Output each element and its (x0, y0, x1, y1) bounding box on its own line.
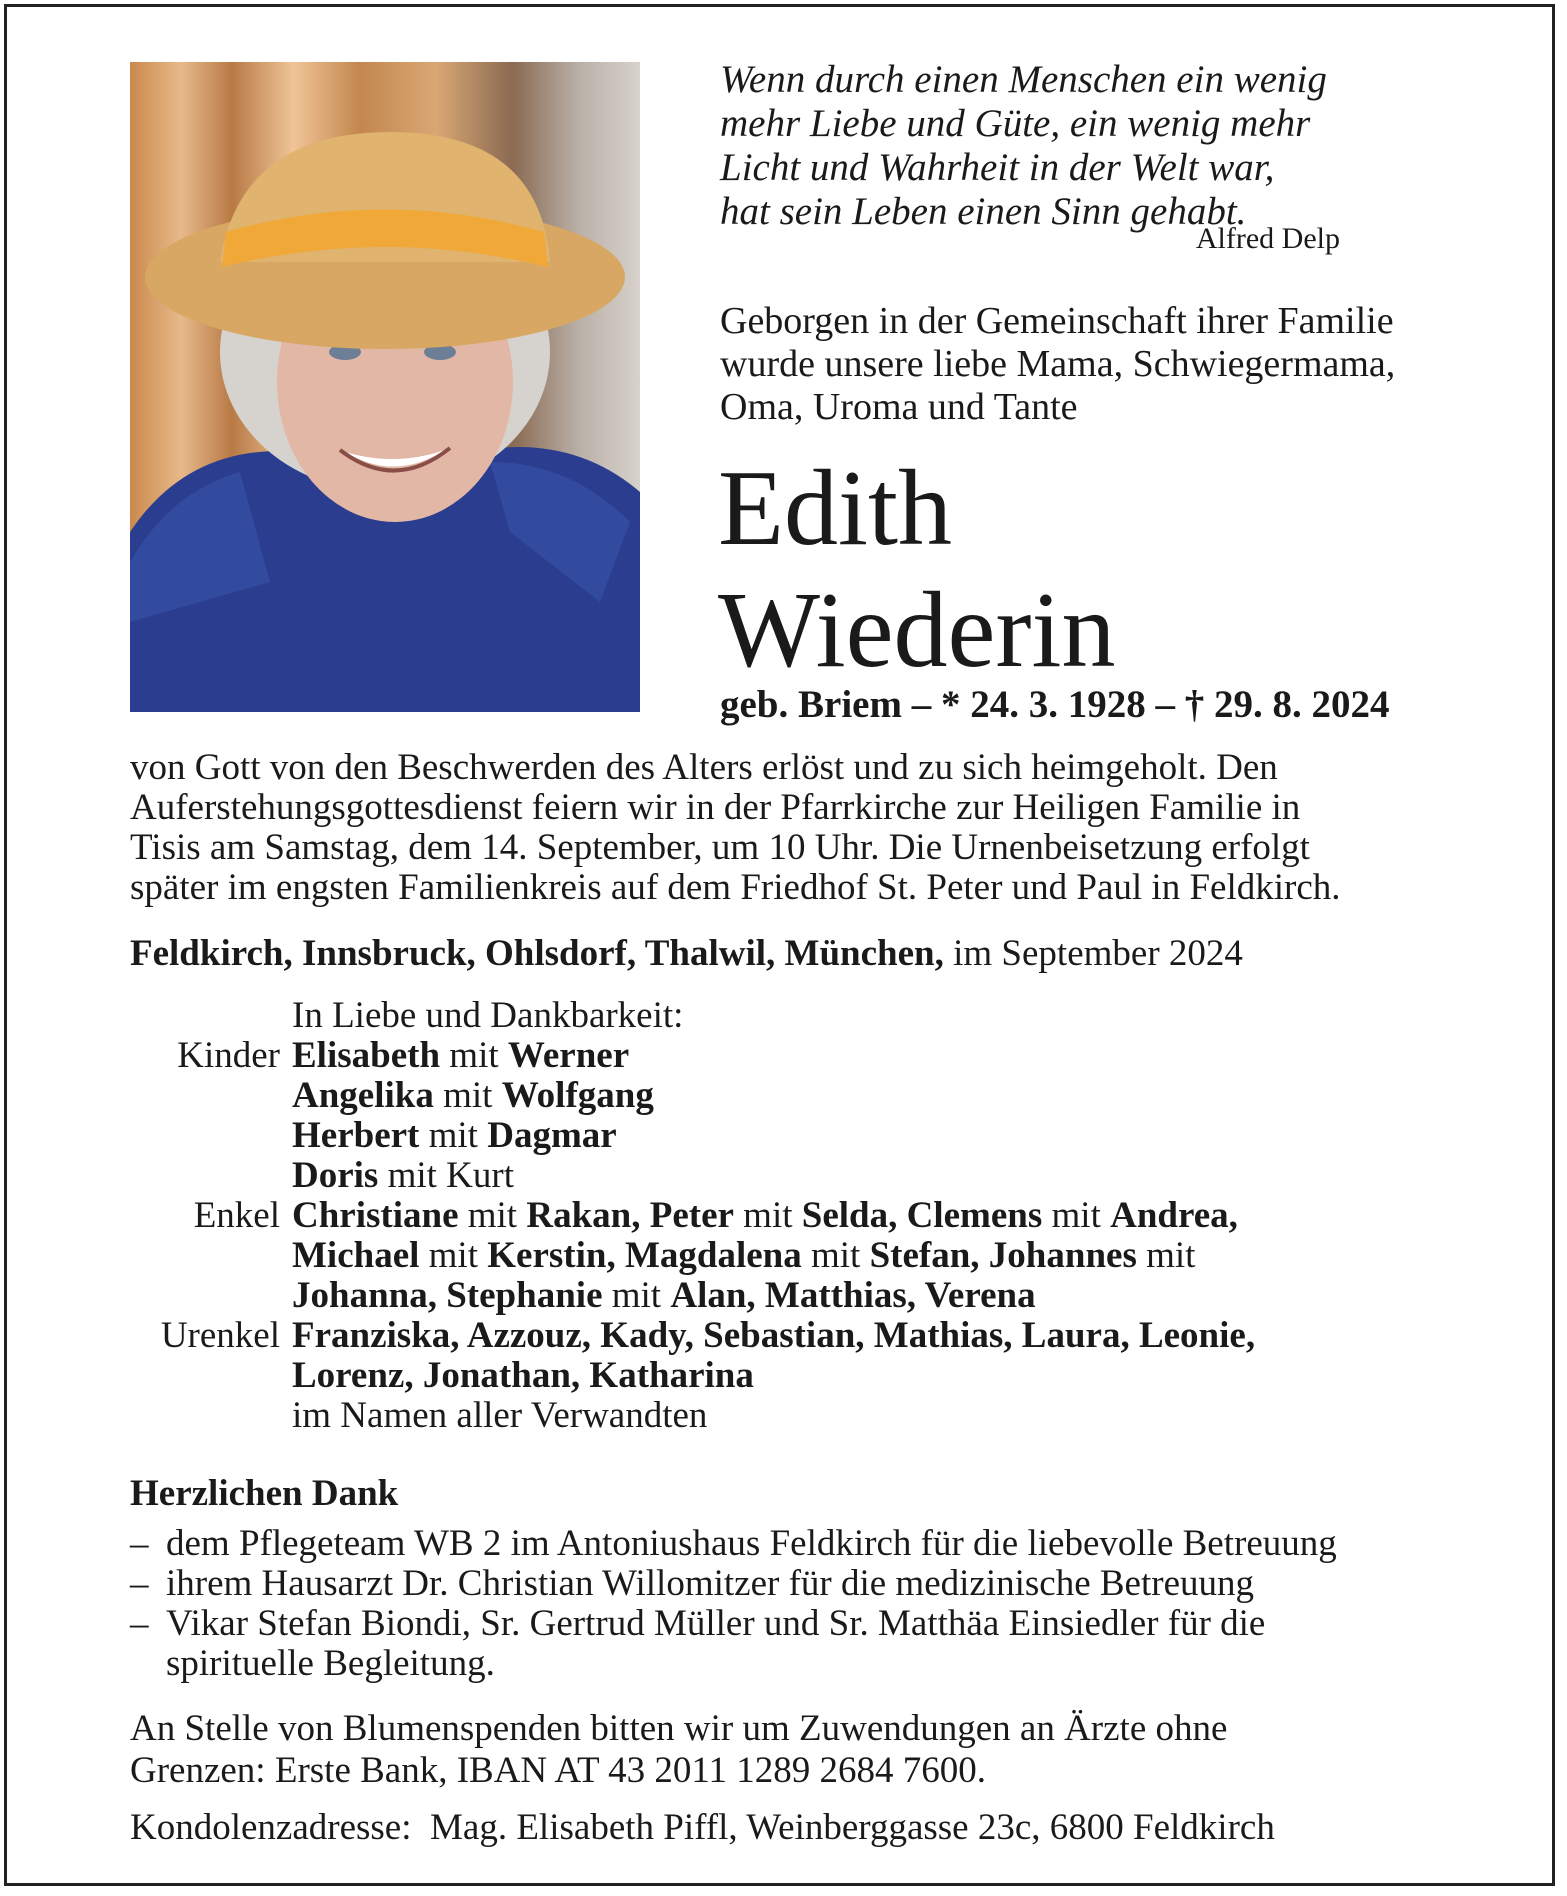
list-item: ihrem Hausarzt Dr. Christian Willomitzer für die medizinische Betreuung (166, 1563, 1254, 1604)
quote-line: hat sein Leben einen Sinn gehabt. (720, 190, 1247, 233)
places-date-line (130, 932, 1243, 975)
thanks-list (130, 1524, 1450, 1684)
dash-bullet: – (130, 1523, 149, 1564)
intro-line: wurde unsere liebe Mama, Schwiegermama, (720, 343, 1396, 385)
announcement-body (130, 748, 1440, 908)
list-item: Herbert mit Dagmar (292, 1115, 617, 1156)
body-line: Tisis am Samstag, dem 14. September, um 10 Uhr. Die Urnenbeisetzung erfolgt (130, 827, 1310, 868)
body-line: von Gott von den Beschwerden des Alters erlöst und zu sich heimgeholt. Den (130, 747, 1278, 788)
portrait-illustration (130, 62, 640, 712)
intro-text (720, 300, 1480, 429)
deceased-name (718, 448, 1115, 692)
list-item: Elisabeth mit Werner (292, 1035, 630, 1076)
list-item: Angelika mit Wolfgang (292, 1075, 654, 1116)
quote-line: Wenn durch einen Menschen ein wenig (720, 58, 1327, 101)
portrait-photo (130, 62, 640, 712)
condolence-address: Kondolenzadresse: Mag. Elisabeth Piffl, Weinberggasse 23c, 6800 Feldkirch (130, 1807, 1275, 1848)
dash-bullet: – (130, 1603, 149, 1644)
body-line: später im engsten Familienkreis auf dem Friedhof St. Peter und Paul in Feldkirch. (130, 867, 1341, 908)
list-item: Christiane mit Rakan, Peter mit Selda, Clemens mit Andrea, (292, 1195, 1238, 1236)
label-kinder: Kinder (177, 1035, 280, 1076)
memorial-quote (720, 58, 1340, 234)
list-item: Doris mit Kurt (292, 1155, 514, 1196)
family-closing: im Namen aller Verwandten (292, 1395, 708, 1436)
donation-line: Grenzen: Erste Bank, IBAN AT 43 2011 1289 2684 7600. (130, 1750, 987, 1791)
thanks-heading: Herzlichen Dank (130, 1473, 399, 1514)
first-name: Edith (718, 449, 952, 568)
quote-line: Licht und Wahrheit in der Welt war, (720, 146, 1275, 189)
list-item: dem Pflegeteam WB 2 im Antoniushaus Feldkirch für die liebevolle Betreuung (166, 1523, 1337, 1564)
family-list (130, 996, 1460, 1436)
intro-line: Geborgen in der Gemeinschaft ihrer Familie (720, 300, 1394, 342)
list-item: Vikar Stefan Biondi, Sr. Gertrud Müller und Sr. Matthäa Einsiedler für die (166, 1603, 1266, 1644)
family-intro: In Liebe und Dankbarkeit: (292, 995, 684, 1036)
list-item: Franziska, Azzouz, Kady, Sebastian, Mathias, Laura, Leonie, (292, 1315, 1256, 1356)
last-name: Wiederin (718, 571, 1116, 690)
list-item: Johanna, Stephanie mit Alan, Matthias, Verena (292, 1275, 1036, 1316)
donation-note (130, 1708, 1450, 1792)
donation-line: An Stelle von Blumenspenden bitten wir um Zuwendungen an Ärzte ohne (130, 1708, 1228, 1749)
list-item: Lorenz, Jonathan, Katharina (292, 1355, 754, 1396)
label-urenkel: Urenkel (160, 1315, 280, 1356)
places-cities: Feldkirch, Innsbruck, Ohlsdorf, Thalwil, München, (130, 933, 944, 974)
list-item-continuation: spirituelle Begleitung. (166, 1643, 495, 1684)
quote-author: Alfred Delp (1195, 222, 1340, 255)
body-line: Auferstehungsgottesdienst feiern wir in der Pfarrkirche zur Heiligen Familie in (130, 787, 1301, 828)
places-date: im September 2024 (953, 933, 1243, 974)
life-dates: geb. Briem – * 24. 3. 1928 – † 29. 8. 2024 (720, 683, 1390, 726)
dash-bullet: – (130, 1563, 149, 1604)
list-item: Michael mit Kerstin, Magdalena mit Stefan, Johannes mit (292, 1235, 1196, 1276)
label-enkel: Enkel (193, 1195, 280, 1236)
intro-line: Oma, Uroma und Tante (720, 386, 1078, 428)
quote-line: mehr Liebe und Güte, ein wenig mehr (720, 102, 1311, 145)
